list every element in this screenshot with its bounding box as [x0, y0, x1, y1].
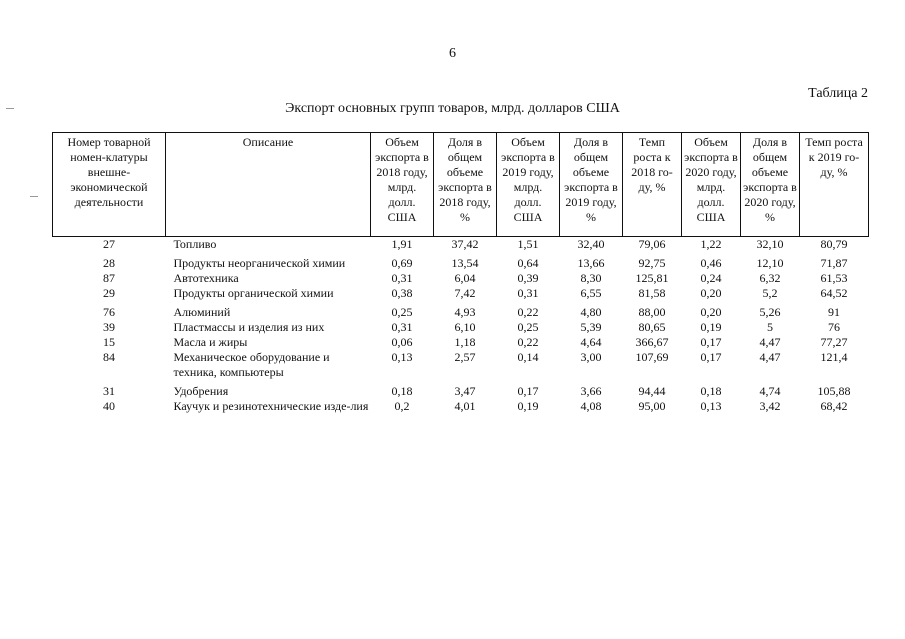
cell-code: 87	[103, 271, 115, 285]
header-cell-description: Описание	[166, 133, 371, 237]
cell-volume-2018: 1,91	[391, 237, 413, 251]
header-cell-share-2020: Доля в общем объеме экспорта в 2020 году, %	[741, 133, 800, 237]
cell-share-2018: 4,01	[454, 399, 476, 413]
cell-share-2019: 5,39	[580, 320, 602, 334]
cell-volume-2020: 0,18	[700, 384, 722, 398]
cell-description: Масла и жиры	[173, 335, 248, 349]
cell-code: 40	[103, 399, 115, 413]
cell-share-2019: 4,80	[580, 305, 602, 319]
cell-share-2019: 3,66	[580, 384, 602, 398]
cell-share-2019: 4,64	[580, 335, 602, 349]
cell-description: Механическое оборудование и техника, компьютеры	[173, 350, 330, 379]
cell-volume-2020: 0,24	[700, 271, 722, 285]
table-row	[53, 237, 869, 253]
cell-volume-2018: 0,25	[391, 305, 413, 319]
cell-share-2019: 3,00	[580, 350, 602, 364]
cell-growth-2018: 125,81	[635, 271, 669, 285]
cell-growth-2019: 91	[828, 305, 840, 319]
cell-volume-2018: 0,2	[394, 399, 410, 413]
cell-description: Каучук и резинотехнические изде-лия	[173, 399, 369, 413]
table-label: Таблица 2	[808, 86, 868, 101]
header-cell-code: Номер товарной номен-клатуры внешне-экономической деятельности	[53, 133, 166, 237]
cell-volume-2020: 0,20	[700, 286, 722, 300]
cell-volume-2019: 0,19	[517, 399, 539, 413]
cell-growth-2019: 121,4	[820, 350, 848, 364]
cell-share-2020: 4,74	[759, 384, 781, 398]
cell-volume-2018: 0,13	[391, 350, 413, 364]
cell-share-2018: 37,42	[451, 237, 479, 251]
header-cell-share-2019: Доля в общем объеме экспорта в 2019 году, %	[560, 133, 623, 237]
table-row	[53, 271, 869, 286]
cell-growth-2018: 79,06	[638, 237, 666, 251]
scan-mark	[6, 108, 14, 109]
table-row	[53, 350, 869, 380]
cell-share-2020: 4,47	[759, 350, 781, 364]
cell-volume-2018: 0,69	[391, 256, 413, 270]
cell-volume-2020: 1,22	[700, 237, 722, 251]
cell-growth-2019: 77,27	[820, 335, 848, 349]
cell-share-2020: 12,10	[756, 256, 784, 270]
cell-code: 84	[103, 350, 115, 364]
cell-share-2020: 5	[767, 320, 773, 334]
cell-code: 39	[103, 320, 115, 334]
table-row	[53, 380, 869, 399]
cell-share-2019: 13,66	[577, 256, 605, 270]
cell-growth-2018: 80,65	[638, 320, 666, 334]
cell-code: 28	[103, 256, 115, 270]
cell-description: Продукты органической химии	[173, 286, 334, 300]
table-body	[53, 237, 869, 415]
cell-growth-2018: 366,67	[635, 335, 669, 349]
table-row	[53, 301, 869, 320]
table-row	[53, 286, 869, 301]
scan-mark	[30, 196, 38, 197]
cell-volume-2019: 0,22	[517, 305, 539, 319]
cell-volume-2018: 0,31	[391, 320, 413, 334]
cell-share-2020: 6,32	[759, 271, 781, 285]
cell-share-2018: 13,54	[451, 256, 479, 270]
cell-code: 76	[103, 305, 115, 319]
cell-share-2020: 5,26	[759, 305, 781, 319]
cell-code: 15	[103, 335, 115, 349]
table-row	[53, 320, 869, 335]
cell-volume-2018: 0,06	[391, 335, 413, 349]
cell-growth-2018: 95,00	[638, 399, 666, 413]
cell-share-2019: 6,55	[580, 286, 602, 300]
cell-growth-2019: 105,88	[817, 384, 851, 398]
cell-volume-2019: 0,31	[517, 286, 539, 300]
cell-share-2020: 3,42	[759, 399, 781, 413]
cell-description: Удобрения	[173, 384, 229, 398]
table-row	[53, 399, 869, 414]
header-cell-growth-2018: Темп роста к 2018 го-ду, %	[623, 133, 682, 237]
cell-volume-2019: 0,17	[517, 384, 539, 398]
cell-code: 27	[103, 237, 115, 251]
cell-volume-2019: 0,64	[517, 256, 539, 270]
cell-growth-2019: 76	[828, 320, 840, 334]
cell-share-2018: 6,10	[454, 320, 476, 334]
cell-growth-2019: 64,52	[820, 286, 848, 300]
cell-volume-2019: 0,22	[517, 335, 539, 349]
cell-description: Автотехника	[173, 271, 239, 285]
cell-growth-2018: 107,69	[635, 350, 669, 364]
cell-share-2020: 5,2	[762, 286, 778, 300]
cell-growth-2018: 92,75	[638, 256, 666, 270]
cell-volume-2020: 0,20	[700, 305, 722, 319]
cell-growth-2018: 81,58	[638, 286, 666, 300]
cell-volume-2019: 1,51	[517, 237, 539, 251]
header-cell-volume-2020: Объем экспорта в 2020 году, млрд. долл. США	[682, 133, 741, 237]
table-caption: Экспорт основных групп товаров, млрд. долларов США	[285, 101, 620, 116]
header-cell-volume-2018: Объем экспорта в 2018 году, млрд. долл. США	[371, 133, 434, 237]
cell-volume-2019: 0,14	[517, 350, 539, 364]
cell-volume-2020: 0,19	[700, 320, 722, 334]
cell-volume-2019: 0,25	[517, 320, 539, 334]
cell-share-2018: 4,93	[454, 305, 476, 319]
cell-volume-2020: 0,46	[700, 256, 722, 270]
export-table	[52, 132, 869, 414]
cell-volume-2020: 0,17	[700, 335, 722, 349]
table-row	[53, 252, 869, 271]
header-cell-share-2018: Доля в общем объеме экспорта в 2018 году, %	[434, 133, 497, 237]
cell-growth-2019: 80,79	[820, 237, 848, 251]
table-header-row	[53, 133, 869, 237]
cell-share-2019: 4,08	[580, 399, 602, 413]
cell-volume-2020: 0,17	[700, 350, 722, 364]
cell-growth-2019: 71,87	[820, 256, 848, 270]
cell-growth-2018: 94,44	[638, 384, 666, 398]
cell-volume-2018: 0,31	[391, 271, 413, 285]
cell-share-2018: 2,57	[454, 350, 476, 364]
cell-growth-2018: 88,00	[638, 305, 666, 319]
cell-description: Пластмассы и изделия из них	[173, 320, 325, 334]
cell-code: 31	[103, 384, 115, 398]
cell-share-2018: 6,04	[454, 271, 476, 285]
cell-share-2020: 32,10	[756, 237, 784, 251]
cell-share-2018: 1,18	[454, 335, 476, 349]
page-number: 6	[449, 46, 456, 61]
cell-description: Алюминий	[173, 305, 231, 319]
cell-volume-2019: 0,39	[517, 271, 539, 285]
cell-volume-2020: 0,13	[700, 399, 722, 413]
cell-share-2018: 3,47	[454, 384, 476, 398]
header-cell-growth-2019: Темп роста к 2019 го-ду, %	[800, 133, 869, 237]
header-cell-volume-2019: Объем экспорта в 2019 году, млрд. долл. США	[497, 133, 560, 237]
cell-share-2019: 32,40	[577, 237, 605, 251]
cell-share-2020: 4,47	[759, 335, 781, 349]
cell-share-2019: 8,30	[580, 271, 602, 285]
cell-description: Топливо	[173, 237, 217, 251]
cell-description: Продукты неорганической химии	[173, 256, 346, 270]
cell-volume-2018: 0,18	[391, 384, 413, 398]
cell-volume-2018: 0,38	[391, 286, 413, 300]
cell-code: 29	[103, 286, 115, 300]
table-row	[53, 335, 869, 350]
cell-growth-2019: 61,53	[820, 271, 848, 285]
cell-share-2018: 7,42	[454, 286, 476, 300]
cell-growth-2019: 68,42	[820, 399, 848, 413]
